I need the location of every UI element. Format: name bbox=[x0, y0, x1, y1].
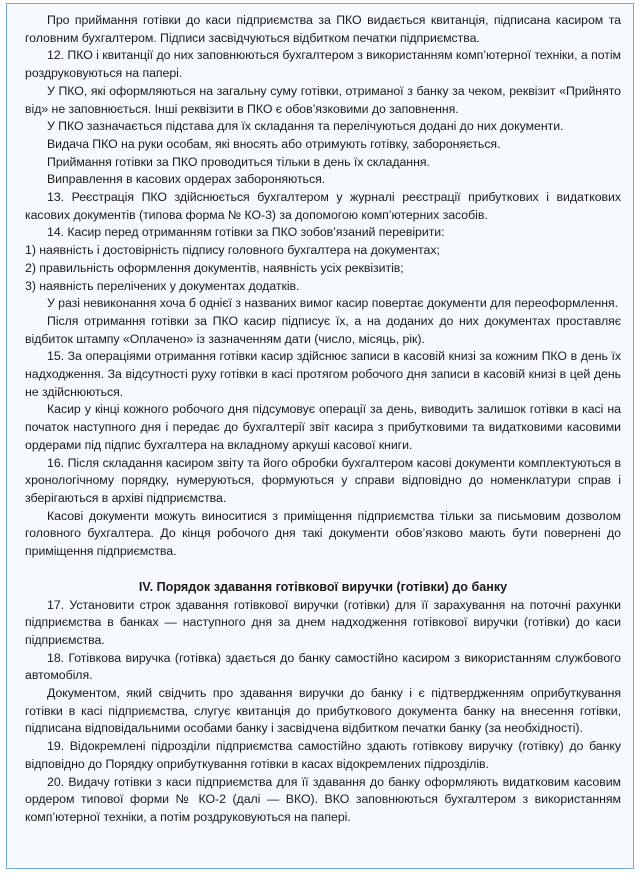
paragraph-12: 12. ПКО і квитанції до них заповнюються бухгалтером з використанням комп’ютерної техніки, а потім роздруковуються на папері. bbox=[25, 48, 621, 81]
list-item: 3) наявність перелічених у документах додатків. bbox=[25, 278, 300, 293]
paragraph-13: 13. Реєстрація ПКО здійснюється бухгалтером у журналі реєстрації прибуткових і видаткових касових документів (типова форма № КО-3) за допомогою комп’ютерних засобів. bbox=[25, 190, 621, 222]
paragraph-20: 20. Видачу готівки з каси підприємства для її здавання до банку оформляють видатковим касовим ордером типової форми № КО-2 (далі — ВКО). ВКО заповнюються бухгалтером з використанням комп’ютерної техніки, а потім роздруковуються на папері. bbox=[25, 774, 621, 824]
paragraph-return-documents: У разі невиконання хоча б однієї з названих вимог касир повертає документи для переоформлення. bbox=[47, 296, 619, 311]
paragraph-paid-stamp: Після отримання готівки за ПКО касир підписує їх, а на доданих до них документах проставляє відбиток штампу «Оплачено» із зазначенням дати (число, місяць, рік). bbox=[25, 313, 621, 346]
paragraph-17: 17. Установити строк здавання готівкової виручки (готівки) для її зарахування на поточні рахунки підприємства в банках — наступного дня за днем надходження готівкової виручки (готівки) до каси підприємства. bbox=[25, 597, 621, 647]
paragraph-pko-same-day: Приймання готівки за ПКО проводиться тільки в день їх складання. bbox=[47, 154, 430, 169]
paragraph-16: 16. Після складання касиром звіту та його обробки бухгалтером касові документи комплектуються в хронологічному порядку, нумеруються, формуються у справи відповідно до номенклатури справ і зберігаються в архіві підприємства. bbox=[25, 455, 621, 505]
paragraph-18: 18. Готівкова виручка (готівка) здається до банку самостійно касиром з використанням службового автомобіля. bbox=[25, 650, 621, 683]
paragraph-14: 14. Касир перед отриманням готівки за ПКО зобов’язаний перевірити: bbox=[47, 225, 445, 240]
paragraph-15: 15. За операціями отримання готівки касир здійснює записи в касовій книзі за кожним ПКО в день їх надходження. За відсутності руху готівки в касі протягом робочого дня записи в касовій книзі в цей день не здійснюються. bbox=[25, 349, 621, 399]
list-item: 1) наявність і достовірність підпису головного бухгалтера на документах; bbox=[25, 243, 440, 258]
section-title: IV. Порядок здавання готівкової виручки (готівки) до банку bbox=[138, 579, 508, 594]
paragraph-pko-total-sum: У ПКО, які оформляються на загальну суму готівки, отриманої з банку за чеком, реквізит «Прийнято від» не заповнюється. Інші реквізити в ПКО є обов’язковими до заповнення. bbox=[25, 83, 621, 116]
paragraph-19: 19. Відокремлені підрозділи підприємства самостійно здають готівкову виручку (готівку) до банку відповідно до Порядку оприбуткування готівки в касах відокремлених підрозділів. bbox=[25, 739, 621, 771]
section-spacer bbox=[25, 561, 621, 579]
paragraph-no-corrections: Виправлення в касових ордерах забороняються. bbox=[47, 172, 326, 187]
paragraph-pko-handout: Видача ПКО на руки особам, які вносять або отримують готівку, забороняється. bbox=[47, 136, 501, 151]
list-item: 2) правильність оформлення документів, наявність усіх реквізитів; bbox=[25, 260, 404, 275]
document-frame bbox=[6, 3, 634, 869]
paragraph-daily-summary: Касир у кінці кожного робочого дня підсумовує операції за день, виводить залишок готівки в касі на початок наступного дня і передає до бухгалтерії звіт касира з прибутковими та видатковими касовими ордерами під підпис бухгалтера на вкладному аркуші касової книги. bbox=[25, 402, 621, 452]
paragraph-pko-receipt: Про приймання готівки до каси підприємства за ПКО видається квитанція, підписана касиром та головним бухгалтером. Підписи засвідчуються відбитком печатки підприємства. bbox=[25, 13, 621, 45]
paragraph-pko-basis: У ПКО зазначається підстава для їх складання та перелічуються додані до них документи. bbox=[47, 119, 564, 134]
paragraph-documents-removal: Касові документи можуть виноситися з приміщення підприємства тільки за письмовим дозволом головного бухгалтера. До кінця робочого дня такі документи обов’язково мають бути повернені до приміщення підприємства. bbox=[25, 508, 621, 559]
paragraph-bank-receipt: Документом, який свідчить про здавання виручки до банку і є підтвердженням оприбуткування готівки в касі підприємства, слугує квитанція до прибуткового документа банку на внесення готівки, підписана відповідальними особами банку і засвідчена відбитком печатки банку (за необхідності). bbox=[25, 686, 621, 736]
